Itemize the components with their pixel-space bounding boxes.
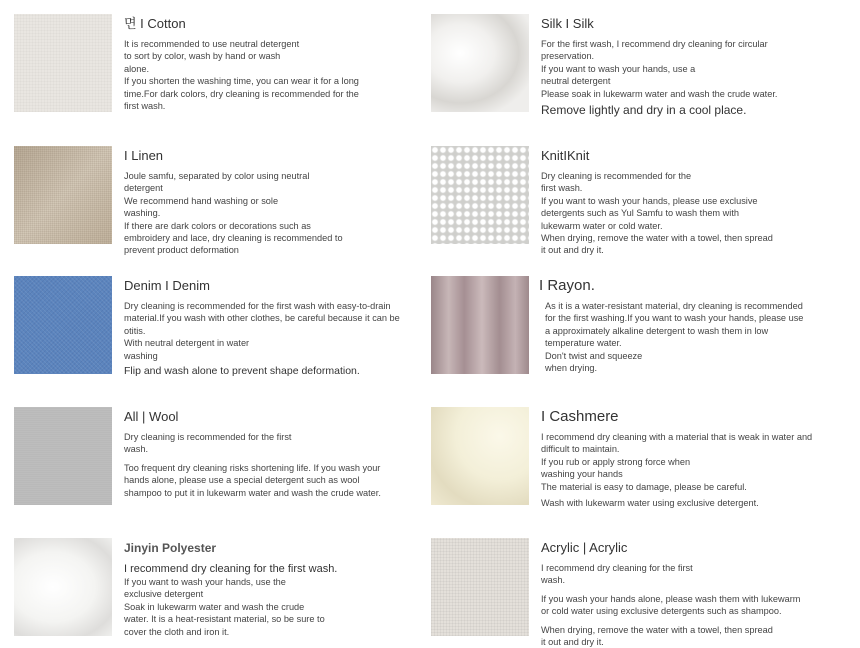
fabric-card-cotton xyxy=(14,14,424,124)
fabric-card-polyester xyxy=(14,538,424,648)
care-line: material.If you wash with other clothes, be careful because it can be xyxy=(124,313,400,324)
care-line: The material is easy to damage, please be careful. xyxy=(541,481,747,492)
care-line: When drying, remove the water with a towel, then spread xyxy=(541,233,773,244)
care-line: first wash. xyxy=(541,183,583,194)
care-line: Flip and wash alone to prevent shape deformation. xyxy=(124,365,360,378)
fabric-title: Acrylic | Acrylic xyxy=(541,540,628,555)
care-line: Soak in lukewarm water and wash the crude xyxy=(124,601,305,612)
silk-swatch-image xyxy=(431,14,529,112)
wool-swatch-image xyxy=(14,407,112,505)
fabric-card-denim xyxy=(14,276,424,386)
care-line: Joule samfu, separated by color using neutral xyxy=(124,171,310,181)
care-line: For the first wash, I recommend dry cleaning for circular xyxy=(541,39,768,49)
care-line: first wash. xyxy=(124,101,166,112)
care-line: When drying, remove the water with a towel, then spread xyxy=(541,624,773,635)
care-line: it out and dry it. xyxy=(541,637,604,648)
fabric-title: All | Wool xyxy=(124,409,179,424)
fabric-title: Denim I Denim xyxy=(124,278,210,293)
fabric-title: 면 I Cotton xyxy=(124,16,186,31)
care-line: detergents such as Yul Samfu to wash them with xyxy=(541,208,739,219)
fabric-card-wool xyxy=(14,407,424,517)
care-line: We recommend hand washing or sole xyxy=(124,195,279,206)
care-line: As it is a water-resistant material, dry cleaning is recommended xyxy=(545,301,803,311)
care-line: it out and dry it. xyxy=(541,245,604,256)
care-line: If you wash your hands alone, please wash them with lukewarm xyxy=(541,593,801,604)
fabric-title: Jinyin Polyester xyxy=(124,541,217,555)
care-line: when drying. xyxy=(545,363,598,374)
care-line: preservation. xyxy=(541,51,595,62)
fabric-card-linen xyxy=(14,146,424,256)
fabric-title: Silk I Silk xyxy=(541,16,594,31)
fabric-card-knit xyxy=(431,146,841,256)
care-line: It is recommended to use neutral detergent xyxy=(124,39,300,49)
care-line: Please soak in lukewarm water and wash the crude water. xyxy=(541,88,778,99)
care-line: shampoo to put it in lukewarm water and wash the crude water. xyxy=(124,487,381,498)
care-line: lukewarm water or cold water. xyxy=(541,220,663,231)
care-line: otitis. xyxy=(124,325,146,336)
fabric-title: I Cashmere xyxy=(541,408,619,425)
acrylic-swatch-image xyxy=(431,538,529,636)
fabric-title: I Linen xyxy=(124,148,164,163)
care-line: washing xyxy=(124,350,158,361)
cashmere-swatch-image xyxy=(431,407,529,505)
care-line: embroidery and lace, dry cleaning is recommended to xyxy=(124,233,343,244)
linen-swatch-image xyxy=(14,146,112,244)
fabric-card-cashmere xyxy=(431,407,841,517)
care-line: alone. xyxy=(124,63,150,74)
care-line: detergent xyxy=(124,183,163,194)
care-line: time.For dark colors, dry cleaning is recommended for the xyxy=(124,88,359,99)
care-line: or cold water using exclusive detergents such as shampoo. xyxy=(541,606,782,617)
care-line: a approximately alkaline detergent to wash them in low xyxy=(545,325,769,336)
care-line: If there are dark colors or decorations such as xyxy=(124,220,311,231)
fabric-title: KnitIKnit xyxy=(541,148,590,163)
rayon-swatch-image xyxy=(431,276,529,374)
care-line: washing. xyxy=(124,208,161,219)
care-line: Dry cleaning is recommended for the xyxy=(541,171,692,181)
care-line: neutral detergent xyxy=(541,76,611,87)
care-line: to sort by color, wash by hand or wash xyxy=(124,51,281,62)
care-line: If you rub or apply strong force when xyxy=(541,456,691,467)
care-line: I recommend dry cleaning for the first wash. xyxy=(124,563,338,575)
fabric-card-rayon xyxy=(431,276,841,386)
care-line: for the first washing.If you want to wash your hands, please use xyxy=(545,313,804,324)
care-line: I recommend dry cleaning with a material that is weak in water and xyxy=(541,432,813,442)
care-line: hands alone, please use a special detergent such as wool xyxy=(124,475,360,486)
care-line: If you want to wash your hands, use a xyxy=(541,63,696,74)
care-line: Dry cleaning is recommended for the first xyxy=(124,432,292,442)
denim-swatch-image xyxy=(14,276,112,374)
care-line: If you want to wash your hands, use the xyxy=(124,577,286,587)
care-line: Don't twist and squeeze xyxy=(545,350,643,361)
care-line: temperature water. xyxy=(545,338,622,349)
cotton-swatch-image xyxy=(14,14,112,112)
care-line: exclusive detergent xyxy=(124,589,204,600)
polyester-swatch-image xyxy=(14,538,112,636)
care-line: If you want to wash your hands, please use exclusive xyxy=(541,195,758,206)
knit-swatch-image xyxy=(431,146,529,244)
care-line: prevent product deformation xyxy=(124,245,239,256)
care-line: With neutral detergent in water xyxy=(124,338,250,349)
fabric-card-silk xyxy=(431,14,841,124)
care-line: water. It is a heat-resistant material, so be sure to xyxy=(124,614,325,625)
care-line: washing your hands xyxy=(541,469,623,480)
fabric-title: I Rayon. xyxy=(539,277,595,294)
care-line: Dry cleaning is recommended for the first wash with easy-to-drain xyxy=(124,301,391,311)
care-line: cover the cloth and iron it. xyxy=(124,626,230,637)
care-line: difficult to maintain. xyxy=(541,444,620,455)
care-line: Wash with lukewarm water using exclusive detergent. xyxy=(541,498,759,509)
care-line: Remove lightly and dry in a cool place. xyxy=(541,103,747,118)
care-line: wash. xyxy=(541,575,566,586)
fabric-card-acrylic xyxy=(431,538,841,648)
care-line: wash. xyxy=(124,444,149,455)
care-line: I recommend dry cleaning for the first xyxy=(541,563,693,573)
care-line: Too frequent dry cleaning risks shortening life. If you wash your xyxy=(124,462,381,473)
care-line: If you shorten the washing time, you can wear it for a long xyxy=(124,76,359,87)
